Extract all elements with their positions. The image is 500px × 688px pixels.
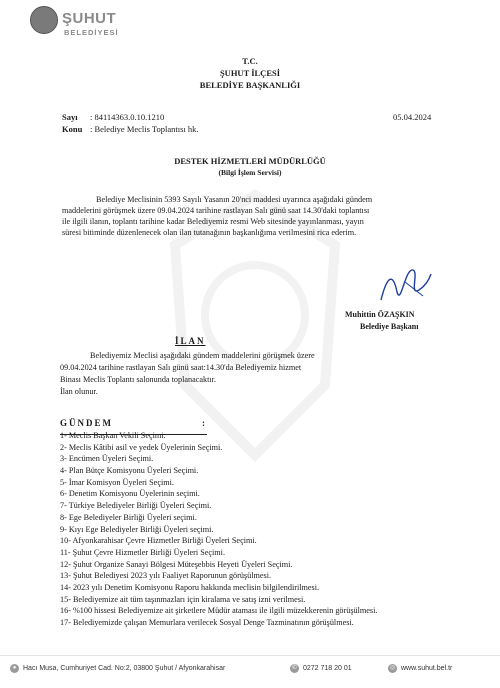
location-pin-icon: ● [10,664,19,673]
agenda-item: 11- Şuhut Çevre Hizmetler Birliği Üyeleri Seçimi. [60,547,226,557]
sayi-label: Sayı [62,112,78,122]
agenda-item: 13- Şuhut Belediyesi 2023 yılı Faaliyet Raporunun görüşülmesi. [60,571,272,581]
logo-name: ŞUHUT [62,10,117,27]
meta-sayi [62,112,164,122]
agenda-item: 3- Encümen Üyeleri Seçimi. [60,454,154,464]
signature-name: Muhittin ÖZAŞKIN [345,310,415,319]
footer-phone [290,664,352,673]
footer-website[interactable] [388,664,452,673]
ilan-title: İLAN [175,336,206,346]
body-line-3: ile ilgili ilanın, toplantı tarihine kadar Belediyemiz resmi Web sitesinde yayınlanması, yayın [62,217,364,226]
agenda-item: 4- Plan Bütçe Komisyonu Üyeleri Seçimi. [60,466,199,476]
meta-konu [62,124,199,134]
header-tc: T.C. [242,56,258,66]
footer-address [10,664,225,673]
body-line-1: Belediye Meclisinin 5393 Sayılı Yasanın 20'nci maddesi uyarınca aşağıdaki gündem [96,195,373,204]
agenda-item: 2- Meclis Kâtibi asil ve yedek Üyelerinin Seçimi. [60,442,223,452]
ilan-line-3: Binası Meclis Toplantı salonunda toplanacaktır. [60,375,216,384]
recipient-subtitle: (Bilgi İşlem Servisi) [218,168,282,177]
agenda-item: 17- Belediyemizde çalışan Memurlara verilecek Sosyal Denge Tazminatının görüşülmesi. [60,618,354,627]
ilan-line-2: 09.04.2024 tarihine rastlayan Salı günü saat:14.30'da Belediyemiz hizmet [60,363,302,372]
recipient-title: DESTEK HİZMETLERİ MÜDÜRLÜĞÜ [174,156,326,166]
phone-icon: ✆ [291,665,298,671]
gundem-colon: : [202,418,207,428]
body-line-2: maddelerini görüşmek üzere 09.04.2024 tarihine rastlayan Salı günü saat 14.30'daki toplantısı [62,206,370,215]
logo-subtitle: BELEDİYESİ [64,28,119,37]
footer-phone-text: 0272 718 20 01 [303,665,352,672]
agenda-item: 6- Denetim Komisyonu Üyelerinin seçimi. [60,489,200,499]
agenda-item: 15- Belediyemize ait tüm taşınmazları için kiralama ve satış izni verilmesi. [60,594,306,604]
agenda-item: 7- Türkiye Belediyeler Birliği Üyeleri Seçimi. [60,501,212,511]
footer-website-text: www.suhut.bel.tr [401,665,453,672]
signature-scribble-icon [375,262,435,308]
header-office: BELEDİYE BAŞKANLIĞI [199,80,301,90]
gundem-title: GÜNDEM [60,418,113,428]
agenda-item: 12- Şuhut Organize Sanayi Bölgesi Müteşebbis Heyeti Üyeleri Seçimi. [60,559,293,569]
agenda-item: 5- İmar Komisyon Üyeleri Seçimi. [60,477,174,487]
globe-icon: ◎ [389,665,396,671]
agenda-item: 16- %100 hissesi Belediyemize ait şirketlere Müdür ataması ile ilgili müzekkerenin görüşülmesi. [60,606,378,616]
konu-value: : Belediye Meclis Toplantısı hk. [90,124,199,134]
konu-label: Konu [62,124,83,134]
document-date: 05.04.2024 [393,112,432,122]
header-district: ŞUHUT İLÇESİ [219,68,281,78]
footer-divider [0,655,500,656]
signature-title: Belediye Başkanı [360,322,419,331]
agenda-item: 8- Ege Belediyeler Birliği Üyeleri seçimi. [60,512,197,522]
agenda-list [60,430,377,629]
ilan-line-4: İlan olunur. [60,387,98,396]
ilan-line-1: Belediyemiz Meclisi aşağıdaki gündem maddelerini görüşmek üzere [90,351,315,360]
agenda-item: 14- 2023 yılı Denetim Komisyonu Raporu hakkında meclisin bilgilendirilmesi. [60,582,320,592]
agenda-item: 1- Meclis Başkan Vekili Seçimi. [60,431,166,440]
body-line-4: süresi bitiminde düzenlenecek olan ilan tutanağının başkanlığıma verilmesini rica ederim. [62,228,357,237]
agenda-item: 10- Afyonkarahisar Çevre Hizmetler Birliği Üyeleri Seçimi. [60,536,257,546]
agenda-item: 9- Kıyı Ege Belediyeler Birliği Üyeleri seçimi. [60,524,214,534]
municipality-emblem-icon [30,6,58,34]
footer-address-text: Hacı Musa, Cumhuriyet Cad. No:2, 03800 Şuhut / Afyonkarahisar [23,665,226,672]
sayi-value: : 84114363.0.10.1210 [90,112,165,122]
